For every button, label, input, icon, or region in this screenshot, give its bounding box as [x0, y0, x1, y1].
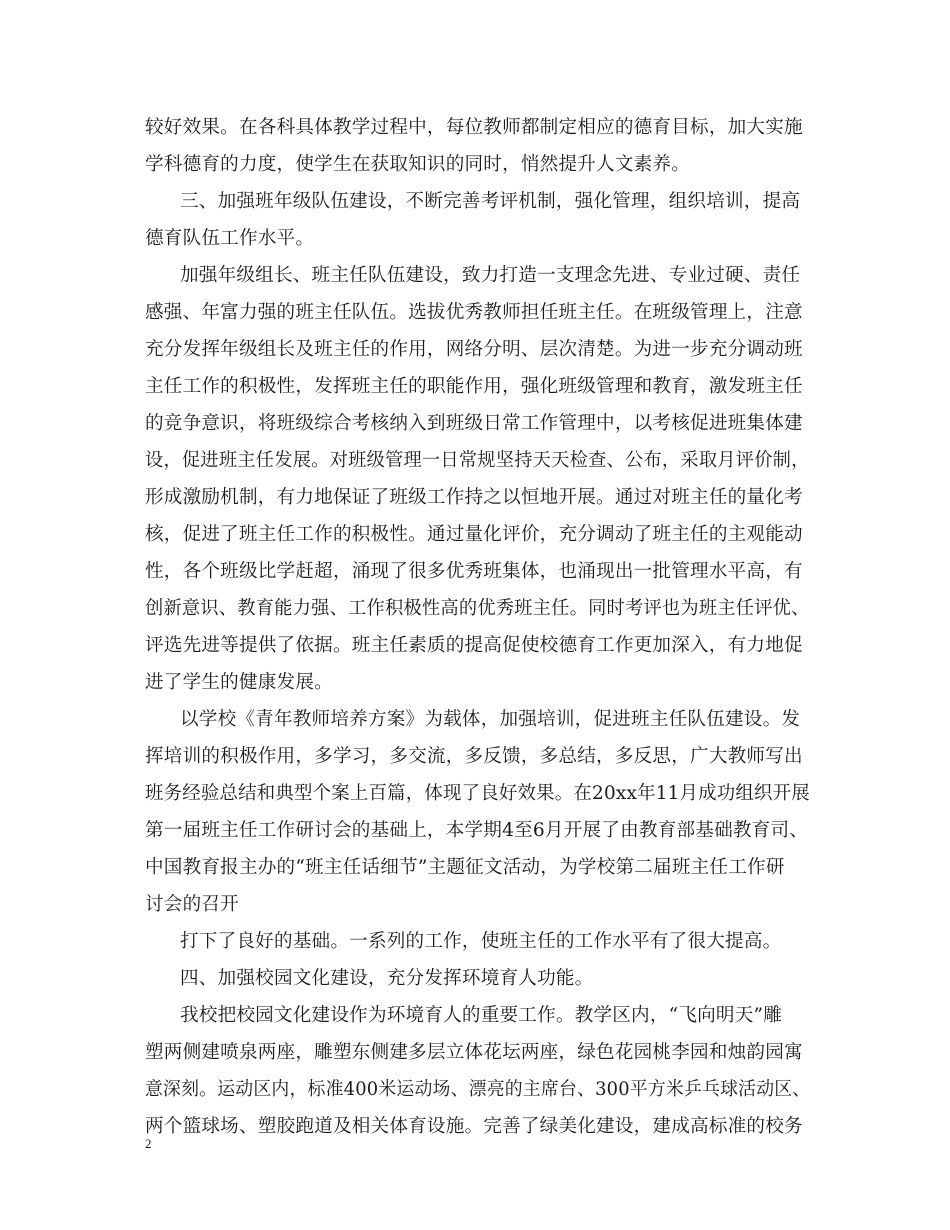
- text-line: 评选先进等提供了依据。班主任素质的提高促使校德育工作更加深入，有力地促: [145, 635, 803, 656]
- text-line: 意深刻。运动区内，标准400米运动场、漂亮的主席台、300平方米乒乓球活动区、: [145, 1079, 811, 1100]
- text-line: 中国教育报主办的“班主任话细节”主题征文活动，为学校第二届班主任工作研: [145, 857, 785, 878]
- text-line: 的竞争意识，将班级综合考核纳入到班级日常工作管理中，以考核促进班集体建: [145, 413, 803, 434]
- page-number: 2: [145, 1136, 152, 1151]
- text-line: 挥培训的积极作用，多学习，多交流，多反馈，多总结，多反思，广大教师写出: [145, 746, 803, 767]
- text-line: 感强、年富力强的班主任队伍。选拔优秀教师担任班主任。在班级管理上，注意: [145, 302, 803, 323]
- text-line: 充分发挥年级组长及班主任的作用，网络分明、层次清楚。为进一步充分调动班: [145, 339, 803, 360]
- text-line: 创新意识、教育能力强、工作积极性高的优秀班主任。同时考评也为班主任评优、: [145, 598, 810, 619]
- text-line: 性，各个班级比学赶超，涌现了很多优秀班集体，也涌现出一批管理水平高，有: [145, 561, 803, 582]
- section-heading: 四、加强校园文化建设，充分发挥环境育人功能。: [180, 968, 594, 989]
- text-line: 讨会的召开: [145, 894, 239, 915]
- text-line: 以学校《青年教师培养方案》为载体，加强培训，促进班主任队伍建设。发: [180, 709, 801, 730]
- text-line: 学科德育的力度，使学生在获取知识的同时，悄然提升人文素养。: [145, 154, 691, 175]
- text-line: 第一届班主任工作研讨会的基础上，本学期4至6月开展了由教育部基础教育司、: [145, 820, 809, 841]
- text-line: 形成激励机制，有力地保证了班级工作持之以恒地开展。通过对班主任的量化考: [145, 487, 803, 508]
- text-line: 较好效果。在各科具体教学过程中，每位教师都制定相应的德育目标，加大实施: [145, 117, 803, 138]
- text-line: 加强年级组长、班主任队伍建设，致力打造一支理念先进、专业过硬、责任: [180, 265, 801, 286]
- text-line: 设，促进班主任发展。对班级管理一日常规坚持天天检查、公布，采取月评价制，: [145, 450, 810, 471]
- text-line: 打下了良好的基础。一系列的工作，使班主任的工作水平有了很大提高。: [180, 931, 782, 952]
- text-line: 主任工作的积极性，发挥班主任的职能作用，强化班级管理和教育，激发班主任: [145, 376, 803, 397]
- text-line: 进了学生的健康发展。: [145, 672, 333, 693]
- text-line: 两个篮球场、塑胶跑道及相关体育设施。完善了绿美化建设，建成高标准的校务: [145, 1116, 803, 1137]
- section-heading: 三、加强班年级队伍建设，不断完善考评机制，强化管理，组织培训，提高: [180, 191, 801, 212]
- text-line: 我校把校园文化建设作为环境育人的重要工作。教学区内，“飞向明天”雕: [180, 1005, 783, 1026]
- section-heading: 德育队伍工作水平。: [145, 228, 315, 249]
- text-line: 塑两侧建喷泉两座，雕塑东侧建多层立体花坛两座，绿色花园桃李园和烛韵园寓: [145, 1042, 803, 1063]
- text-line: 核，促进了班主任工作的积极性。通过量化评价，充分调动了班主任的主观能动: [145, 524, 803, 545]
- text-line: 班务经验总结和典型个案上百篇，体现了良好效果。在20xx年11月成功组织开展: [145, 783, 810, 804]
